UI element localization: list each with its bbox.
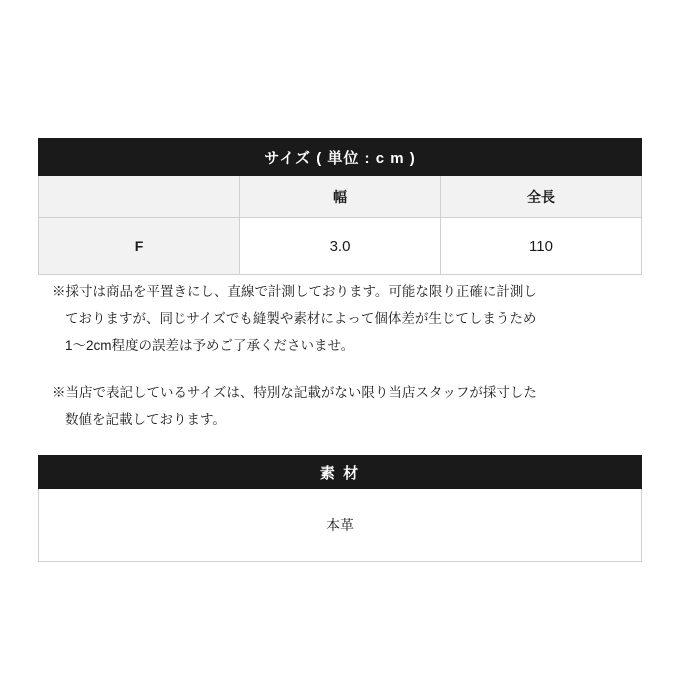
note-measurement-line-3: 1〜2cm程度の誤差は予めご了承くださいませ。 — [65, 338, 355, 353]
notes-block — [52, 278, 642, 453]
size-table-title-row — [39, 139, 642, 176]
size-table-header-row — [39, 176, 642, 218]
size-row-length-value: 110 — [441, 218, 642, 275]
material-table-title: 素 材 — [39, 456, 642, 489]
material-table-title-row — [39, 456, 642, 489]
size-table — [38, 138, 642, 275]
size-table-header-blank — [39, 176, 240, 218]
material-value: 本革 — [39, 489, 642, 562]
note-measurement — [52, 278, 642, 359]
table-row — [39, 489, 642, 562]
note-measurement-line-2: ておりますが、同じサイズでも縫製や素材によって個体差が生じてしまうため — [65, 311, 537, 326]
size-row-width-value: 3.0 — [240, 218, 441, 275]
size-table-header-width: 幅 — [240, 176, 441, 218]
size-table-title: サイズ ( 単位 : c m ) — [39, 139, 642, 176]
size-row-label: F — [39, 218, 240, 275]
table-row — [39, 218, 642, 275]
size-table-header-length: 全長 — [441, 176, 642, 218]
note-measurement-line-1: ※採寸は商品を平置きにし、直線で計測しております。可能な限り正確に計測し — [52, 284, 537, 299]
note-staff-measured-line-2: 数値を記載しております。 — [65, 412, 226, 427]
note-staff-measured — [52, 379, 642, 433]
material-table — [38, 455, 642, 562]
note-staff-measured-line-1: ※当店で表記しているサイズは、特別な記載がない限り当店スタッフが採寸した — [52, 385, 537, 400]
